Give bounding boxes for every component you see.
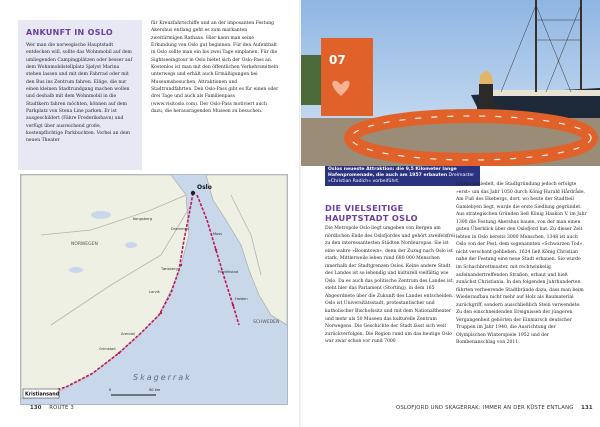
- country-label-norway: NORWEGEN: [71, 242, 98, 247]
- town-label: Fredrikstad: [218, 270, 239, 274]
- sea-label: Skagerrak: [133, 373, 192, 382]
- right-running-head: OSLOFJORD UND SKAGERRAK: IMMER AN DER KÜSTE ENTLANG: [396, 405, 574, 411]
- section-title: DIE VIELSEITIGE HAUPTSTADT OSLO: [325, 203, 418, 223]
- norway-land: [21, 175, 189, 399]
- caption-rest: Dreimaster »Christian Radich« vorbeiführt.: [328, 173, 475, 184]
- harbour-photo: [301, 0, 600, 166]
- left-column-2: [151, 20, 279, 115]
- right-column-2-text: Jahren besiedelt, die Stadtgründung jedoch erfolgte »erst« um das Jahr 1050 durch König Harald Hårdråde. Am Fuß des Ekebergs, dort, wo heute der Stadtteil Gamlebyen liegt, wurde die erste Siedlung gegründet. Aus strategischen Gründen ließ König Haakon V. im Jahr 1300 die Festung Akershus bauen, von der man einen guten Überblick über den Oslofjord hat. Zu dieser Zeit lebten in Oslo bereits 3000 Menschen. 1348 ist auch Oslo von der Pest, dem sogenannten »Schwarzen Tod«, nicht verschont geblieben. 1624 ließ König Christian nahe der Festung eine neue Stadt erbauen. Sie wurde im Schachbrettmuster, mit rechtwinkelig aufeinandertreffenden Straßen, erbaut und hieß zunächst Christiania. In den folgenden Jahrhunderten führten verheerende Stadtbrände dazu, dass man beim Wiederaufbau nicht mehr auf Holz als Baumaterial zurückgriff, sondern ausschließlich Stein verwendete. Zu den einschneidenden Ereignissen der jüngeren Vergangenheit gehörten der Einmarsch deutscher Truppen im Jahr 1940, die Ausrichtung der Olympischen Winterspiele 1952 und der Bombenanschlag von 2011.: [456, 182, 587, 346]
- ship-deck: [491, 90, 600, 96]
- right-column-1: [325, 225, 456, 346]
- town-label: Drammen: [171, 227, 189, 231]
- container-number: 07: [329, 53, 346, 67]
- town-label: Larvik: [149, 290, 160, 294]
- town-marker: [232, 304, 234, 306]
- lake: [69, 267, 83, 273]
- left-footer: [30, 405, 74, 411]
- harbour-photo-graphic: [301, 0, 600, 166]
- town-marker: [180, 264, 182, 266]
- end-city-label: Kristiansand: [25, 392, 60, 398]
- scale-label-end: 50 km: [149, 388, 161, 392]
- info-box-text: Wer man die norwegische Hauptstadt entdecken will, sollte das Wohnmobil auf dem umliegenden Campingplätzen oder besser auf dem Wohnmobilstellplatz Sjølyst Marina stehen lassen und mit dem Fahrrad oder mit den Bus ins Zentrum fahren. Eilige, die nur einen kleinen Stadtrundgang machen wollen und deshalb mit dem Wohnmobil in die Stadtkern fahren möchten, können auf dem Parkplatz von Stena Line parken. Er ist ausgeschildert (Fähre Frederikshavn) und verfügt über ausreichend große, kostenpflichtige Parkbuchten. Vorbei an dem neuen Theater: [26, 43, 133, 144]
- town-marker: [215, 249, 217, 251]
- right-column-1-text: Die Metropole Oslo liegt umgeben von Bergen am nördlichen Ende des Oslofjordes und gehört zweifelsfrei zu den interessantesten Städten Nordeuropas. Sie ist eine wahre »Boomtown«, denn der Zuzug nach Oslo ist stark. Mittlerweile leben rund 680 000 Menschen innerhalb der Stadtgrenzen Oslos. Keine andere Stadt des Landes ist so lebendig und kulturell vielfältig wie Oslo. Da es auch das politische Zentrum des Landes ist, steht hier das Parlament (Storting), in dem 165 Abgeordnete über die Zukunft des Landes entscheiden. Oslo ist Universitätsstadt, protestantischer und katholischer Bischofssitz und mit dem Nationaltheater und mehr als 50 Museen das kulturelle Zentrum Norwegens. Die Geschichte der Stadt lässt sich weit zurückverfolgen. Die Region rund um das heutige Oslo war zwar schon vor rund 7000: [325, 226, 456, 345]
- town-marker: [160, 312, 162, 314]
- route-map-graphic: [21, 175, 287, 404]
- info-box-title: ANKUNFT IN OSLO: [26, 28, 113, 37]
- lake: [91, 211, 111, 219]
- country-label-sweden: SCHWEDEN: [253, 320, 280, 325]
- orange-container: [321, 38, 373, 116]
- town-label: Arendal: [121, 332, 135, 336]
- left-running-head: ROUTE 3: [49, 405, 74, 411]
- right-footer: [396, 405, 593, 411]
- lake: [125, 242, 137, 248]
- left-column-2-text: für Kreuzfahrtschiffe und an der imposanten Festung Akershus entlang geht es zum markanten zweitürmigen Rathaus. Hier kann man seine Erkundung von Oslo gut beginnen. Für den Aufenthalt in Oslo sollte man ein bis zwei Tage einplanen. Für die Sightseeingtour in Oslo bietet sich der Oslo-Pass an. Kostenlos ist man mit den öffentlichen Verkehrsmitteln unterwegs und erhält auch Ermäßigungen bei Museumsbesuchen, Attraktionen und Stadtrundfahrten. Den Oslo-Pass gibt es für einen oder drei Tage und auch als Familienpass (www.visitoslo.com). Der Oslo-Pass motiviert auch dazu, die herausragenden Museen zu besuchen.: [151, 21, 279, 115]
- town-label: Moss: [213, 232, 223, 236]
- city-label-oslo: Oslo: [197, 184, 212, 191]
- left-page-number: 130: [30, 405, 42, 411]
- town-marker: [118, 352, 120, 354]
- right-column-2: [456, 181, 587, 347]
- info-box-arrival: [18, 20, 142, 170]
- scale-label-start: 0: [109, 388, 112, 392]
- town-label: Kongsberg: [133, 217, 152, 221]
- town-label: Tønsberg: [161, 267, 178, 271]
- caption-bold: Oslos neueste Attraktion: die 9,5 Kilometer lange Hafenpromenade, die auch am 1957 erbauten: [328, 167, 457, 178]
- right-page-number: 131: [581, 405, 593, 411]
- person-body: [479, 84, 493, 104]
- town-label: Halden: [235, 297, 248, 301]
- town-marker: [191, 191, 195, 195]
- route-map: [20, 174, 288, 405]
- town-label: Grimstad: [99, 347, 116, 351]
